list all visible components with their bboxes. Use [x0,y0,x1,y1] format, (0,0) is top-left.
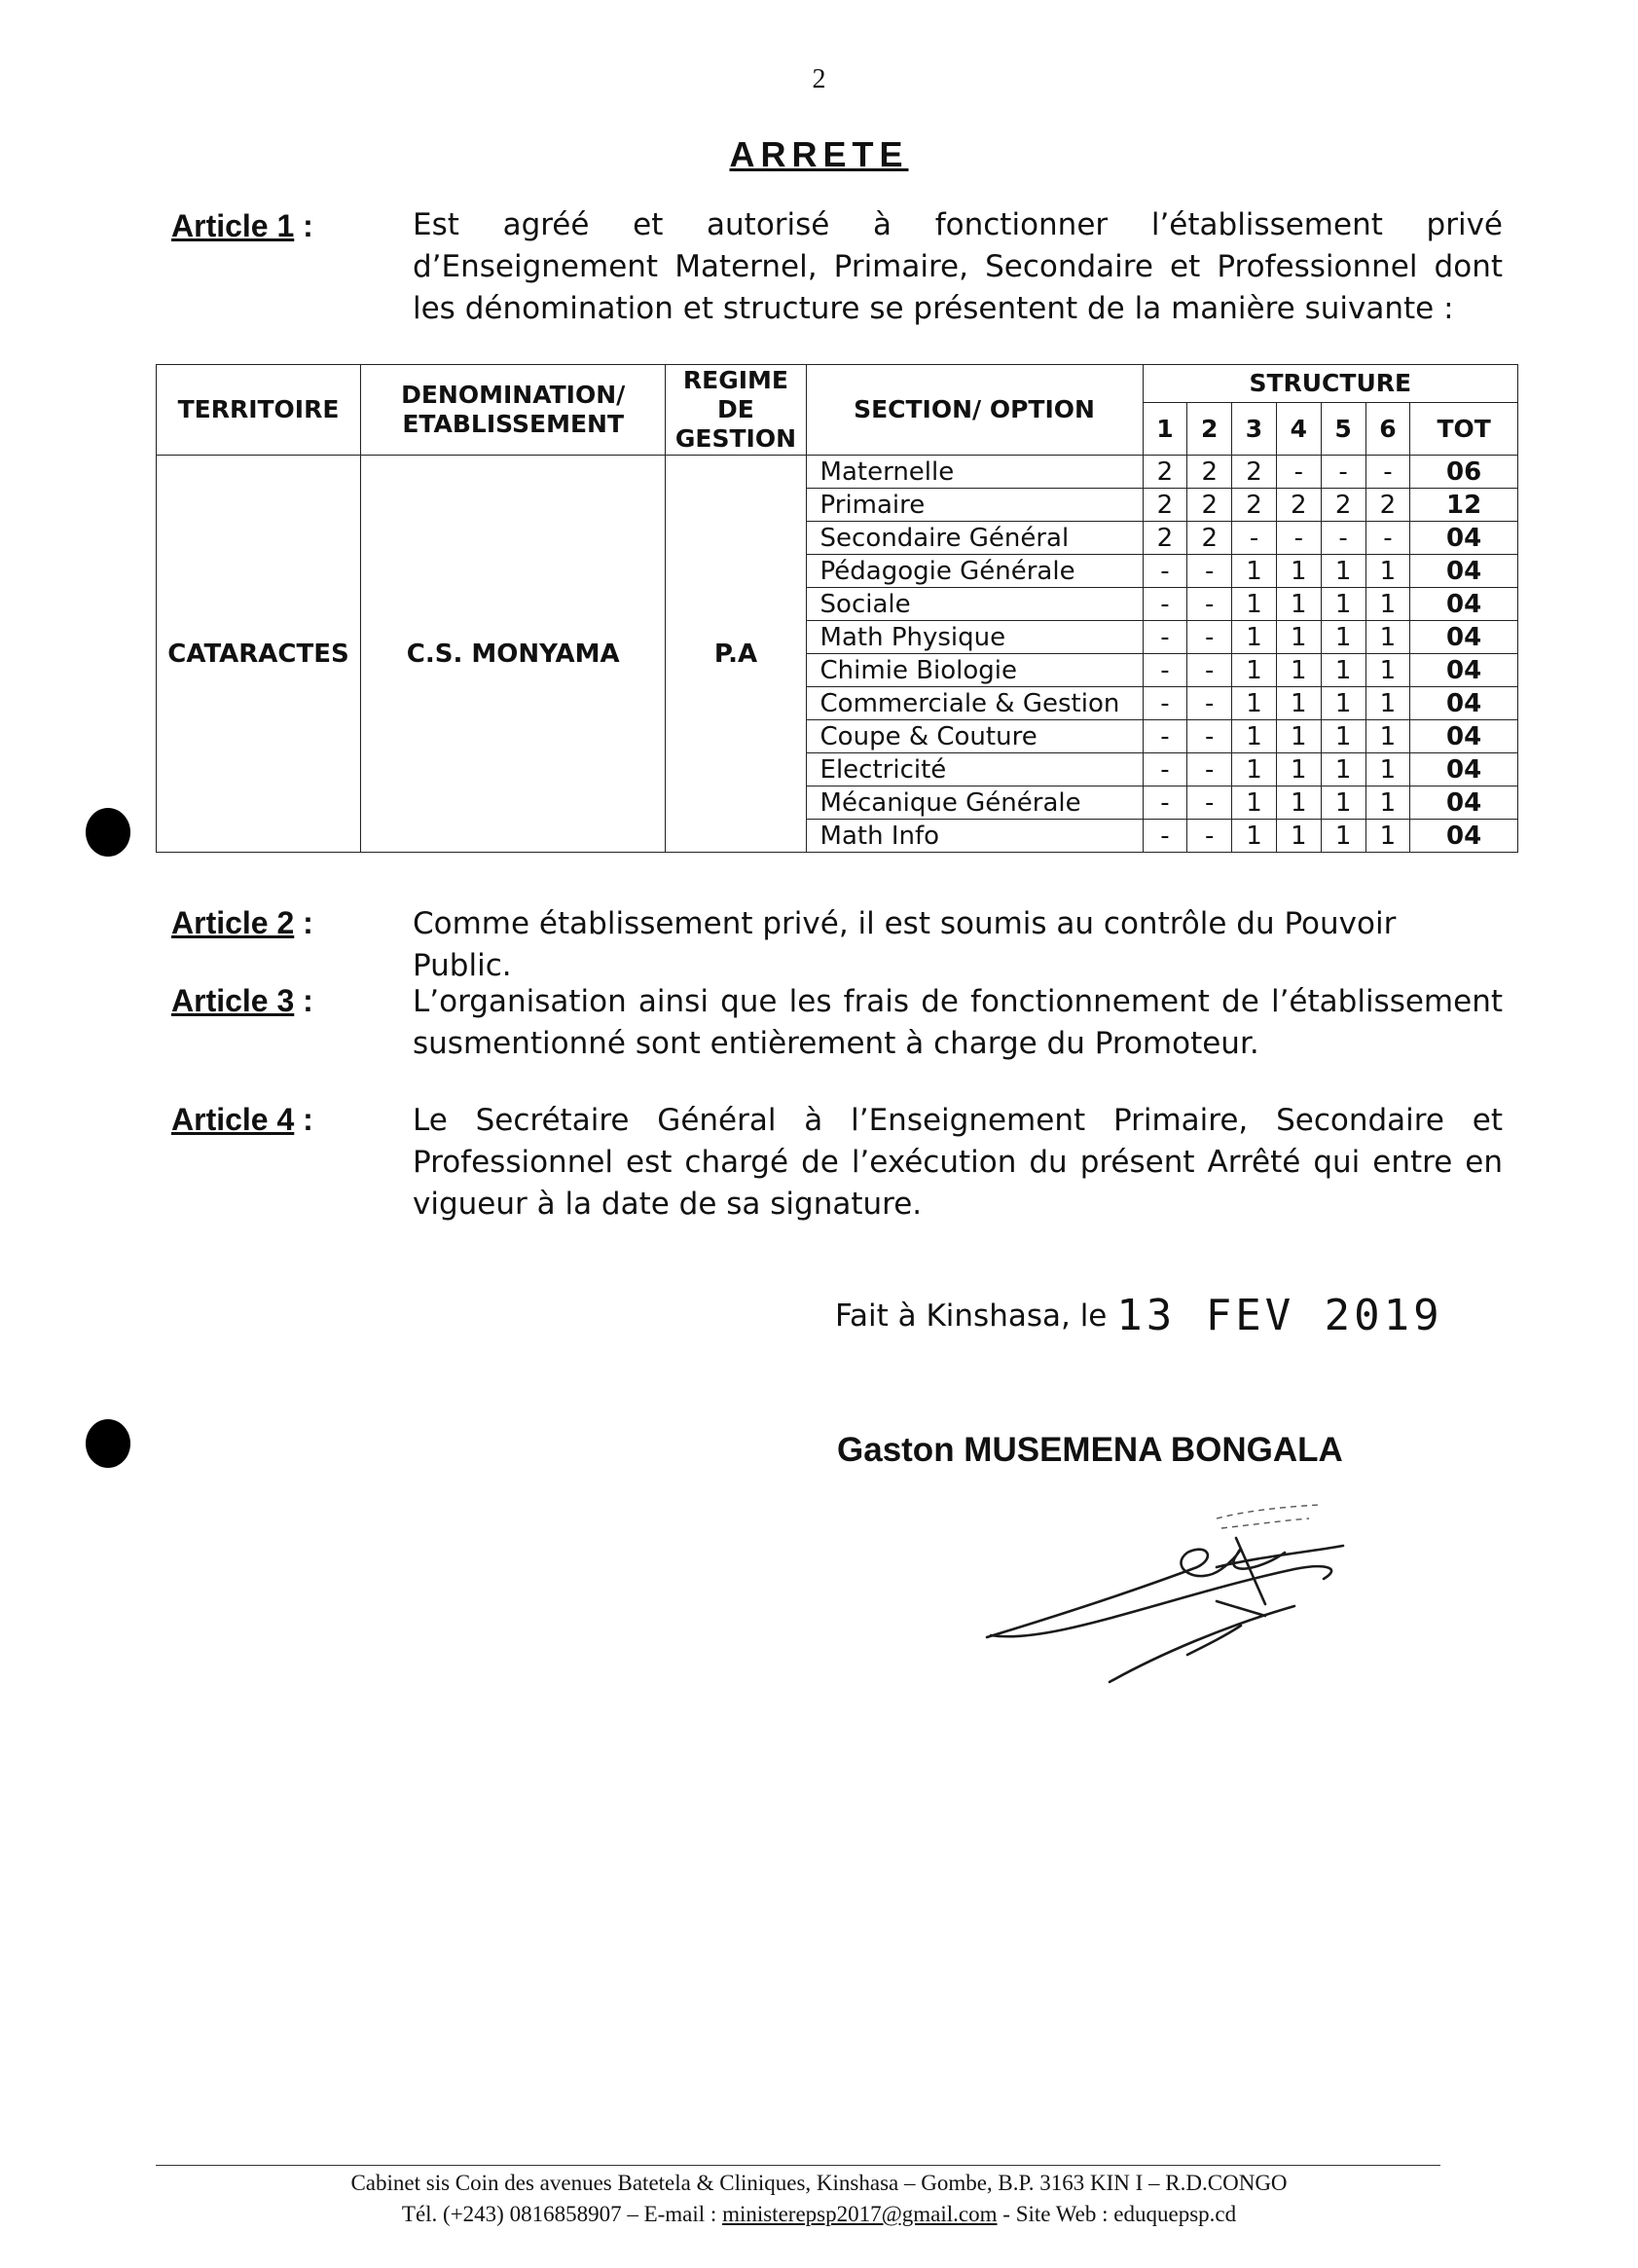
level-5-cell: 1 [1321,621,1365,654]
place-date-line [835,1291,1443,1340]
level-1-cell: 2 [1143,456,1187,489]
level-4-cell: 1 [1276,687,1321,720]
article-3-text: L’organisation ainsi que les frais de fonctionnement de l’établissement susmentionné sont entièrement à charge du Promoteur. [413,984,1503,1061]
level-5-cell: 1 [1321,720,1365,753]
level-4-cell: - [1276,522,1321,555]
place-text: Fait à Kinshasa, le [835,1299,1108,1334]
punch-hole-upper [86,808,130,857]
level-4-cell: 1 [1276,654,1321,687]
level-4-cell: 1 [1276,621,1321,654]
level-4-cell: 1 [1276,820,1321,853]
structure-table [156,364,1518,853]
document-title-text: ARRETE [729,134,909,174]
level-6-cell: 1 [1365,654,1410,687]
footer-address: Cabinet sis Coin des avenues Batetela & Cliniques, Kinshasa – Gombe, B.P. 3163 KIN I – R.D.CONGO [350,2171,1288,2195]
article-4-text: Le Secrétaire Général à l’Enseignement Primaire, Secondaire et Professionnel est chargé de l’exécution du présent Arrêté qui entre en vigueur à la date de sa signature. [413,1103,1503,1222]
header-level-5: 5 [1321,403,1365,456]
footer-contacts: Tél. (+243) 0816858907 – E-mail : ministerepsp2017@gmail.com - Site Web : eduquepsp.cd [401,2202,1237,2226]
total-cell: 04 [1410,555,1518,588]
level-2-cell: 2 [1187,456,1232,489]
level-1-cell: - [1143,654,1187,687]
level-3-cell: 1 [1232,720,1277,753]
total-cell: 04 [1410,720,1518,753]
level-6-cell: 1 [1365,687,1410,720]
level-4-cell: 1 [1276,588,1321,621]
level-5-cell: - [1321,522,1365,555]
level-6-cell: 1 [1365,820,1410,853]
table-body [157,456,1518,853]
level-5-cell: 1 [1321,588,1365,621]
article-1-label: Article 1 : [171,208,313,243]
level-1-cell: - [1143,621,1187,654]
level-3-cell: 2 [1232,456,1277,489]
level-6-cell: 1 [1365,720,1410,753]
level-3-cell: 1 [1232,687,1277,720]
header-level-1: 1 [1143,403,1187,456]
header-regime: REGIME DE GESTION [666,365,806,456]
level-1-cell: 2 [1143,489,1187,522]
punch-hole-lower [86,1419,130,1468]
level-4-cell: 1 [1276,753,1321,786]
level-4-cell: 1 [1276,555,1321,588]
level-1-cell: 2 [1143,522,1187,555]
handwritten-signature [973,1499,1401,1723]
total-cell: 04 [1410,621,1518,654]
level-5-cell: 1 [1321,820,1365,853]
total-cell: 04 [1410,753,1518,786]
level-5-cell: - [1321,456,1365,489]
section-option-cell: Coupe & Couture [806,720,1143,753]
total-cell: 04 [1410,588,1518,621]
section-option-cell: Primaire [806,489,1143,522]
level-6-cell: - [1365,522,1410,555]
level-6-cell: 1 [1365,753,1410,786]
territoire-cell: CATARACTES [157,456,361,853]
total-cell: 04 [1410,522,1518,555]
page-number: 2 [812,64,826,94]
level-3-cell: - [1232,522,1277,555]
level-1-cell: - [1143,555,1187,588]
signature-date-stamp: 13 FEV 2019 [1116,1291,1443,1340]
section-option-cell: Mécanique Générale [806,786,1143,820]
header-level-2: 2 [1187,403,1232,456]
header-tot: TOT [1410,403,1518,456]
article-1-label-text: Article 1 [171,208,295,243]
footer-email-label: E-mail : [643,2202,717,2226]
article-3-label-text: Article 3 [171,983,295,1018]
article-4-label-text: Article 4 [171,1102,295,1137]
table-row [157,456,1518,489]
level-6-cell: 1 [1365,555,1410,588]
footer-email: ministerepsp2017@gmail.com [722,2202,998,2226]
header-territoire: TERRITOIRE [157,365,361,456]
section-option-cell: Pédagogie Générale [806,555,1143,588]
article-2-label-text: Article 2 [171,905,295,940]
level-4-cell: 2 [1276,489,1321,522]
level-3-cell: 1 [1232,753,1277,786]
total-cell: 04 [1410,654,1518,687]
header-level-3: 3 [1232,403,1277,456]
section-option-cell: Math Info [806,820,1143,853]
level-6-cell: 2 [1365,489,1410,522]
total-cell: 04 [1410,786,1518,820]
footer-rule [156,2165,1440,2166]
header-structure: STRUCTURE [1143,365,1517,403]
section-option-cell: Electricité [806,753,1143,786]
section-option-cell: Sociale [806,588,1143,621]
level-2-cell: - [1187,820,1232,853]
article-4-label: Article 4 : [171,1102,313,1137]
footer-tel: Tél. (+243) 0816858907 [401,2202,622,2226]
etablissement-cell: C.S. MONYAMA [361,456,666,853]
header-denomination: DENOMINATION/ ETABLISSEMENT [361,365,666,456]
level-2-cell: - [1187,720,1232,753]
level-3-cell: 1 [1232,588,1277,621]
level-5-cell: 1 [1321,753,1365,786]
level-2-cell: - [1187,687,1232,720]
level-2-cell: 2 [1187,489,1232,522]
signer-name: Gaston MUSEMENA BONGALA [837,1431,1343,1469]
header-section: SECTION/ OPTION [806,365,1143,456]
article-1-text: Est agréé et autorisé à fonctionner l’établissement privé d’Enseignement Maternel, Primaire, Secondaire et Professionnel dont les dénomination et structure se présentent de la manière suivante : [413,207,1503,326]
level-5-cell: 1 [1321,654,1365,687]
level-6-cell: 1 [1365,621,1410,654]
level-5-cell: 1 [1321,687,1365,720]
footer-web-label: Site Web : [1015,2202,1109,2226]
header-level-6: 6 [1365,403,1410,456]
level-2-cell: - [1187,588,1232,621]
article-2-text: Comme établissement privé, il est soumis au contrôle du Pouvoir Public. [413,906,1397,983]
level-3-cell: 1 [1232,621,1277,654]
article-3-label: Article 3 : [171,983,313,1018]
section-option-cell: Maternelle [806,456,1143,489]
section-option-cell: Secondaire Général [806,522,1143,555]
level-1-cell: - [1143,588,1187,621]
level-6-cell: 1 [1365,588,1410,621]
level-2-cell: 2 [1187,522,1232,555]
level-5-cell: 1 [1321,555,1365,588]
regime-cell: P.A [666,456,806,853]
level-1-cell: - [1143,820,1187,853]
section-option-cell: Commerciale & Gestion [806,687,1143,720]
level-3-cell: 1 [1232,820,1277,853]
level-1-cell: - [1143,687,1187,720]
level-2-cell: - [1187,555,1232,588]
level-1-cell: - [1143,753,1187,786]
level-3-cell: 2 [1232,489,1277,522]
level-6-cell: 1 [1365,786,1410,820]
total-cell: 04 [1410,820,1518,853]
level-4-cell: 1 [1276,720,1321,753]
level-4-cell: 1 [1276,786,1321,820]
level-3-cell: 1 [1232,555,1277,588]
level-2-cell: - [1187,786,1232,820]
header-level-4: 4 [1276,403,1321,456]
level-2-cell: - [1187,621,1232,654]
level-3-cell: 1 [1232,786,1277,820]
section-option-cell: Math Physique [806,621,1143,654]
total-cell: 04 [1410,687,1518,720]
level-5-cell: 1 [1321,786,1365,820]
level-5-cell: 2 [1321,489,1365,522]
total-cell: 12 [1410,489,1518,522]
level-2-cell: - [1187,654,1232,687]
footer-web: eduquepsp.cd [1113,2202,1237,2226]
level-4-cell: - [1276,456,1321,489]
level-6-cell: - [1365,456,1410,489]
level-2-cell: - [1187,753,1232,786]
level-3-cell: 1 [1232,654,1277,687]
level-1-cell: - [1143,720,1187,753]
total-cell: 06 [1410,456,1518,489]
section-option-cell: Chimie Biologie [806,654,1143,687]
document-title [0,134,1638,175]
article-2-label: Article 2 : [171,905,313,940]
level-1-cell: - [1143,786,1187,820]
